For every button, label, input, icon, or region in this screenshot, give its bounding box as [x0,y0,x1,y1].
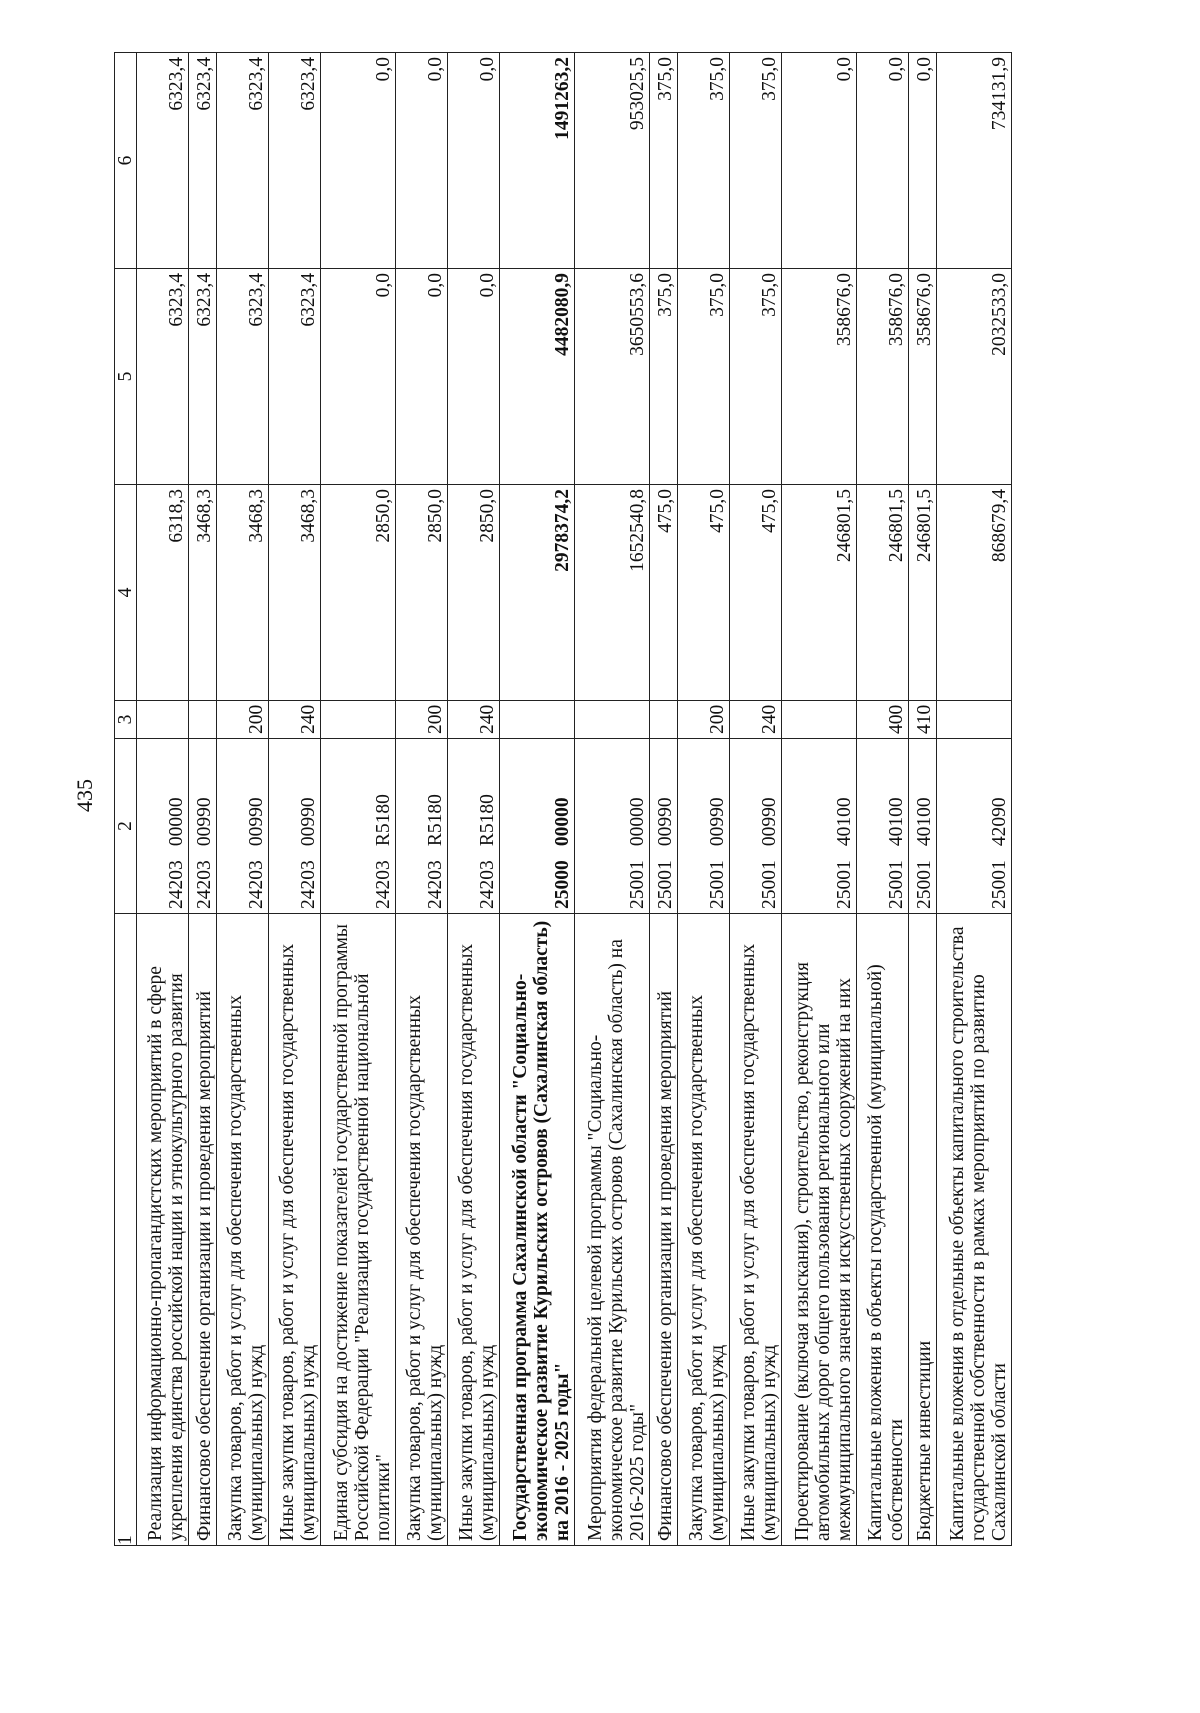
row-name-cell: Финансовое обеспечение организации и проведения мероприятий [650,914,678,1546]
row-value-col6: 1491263,2 [500,53,575,269]
row-code-program: 24203 [425,860,446,909]
row-code-direction: 00990 [194,797,215,847]
row-vr-cell: 240 [448,701,500,739]
row-name-cell: Бюджетные инвестиции [909,914,937,1546]
row-value-col6: 375,0 [730,53,782,269]
row-code-direction: 00990 [246,797,267,847]
row-value-col5: 358676,0 [782,269,857,485]
header-col-1: 1 [115,914,137,1546]
row-vr-cell: 200 [217,701,269,739]
row-code-program: 24203 [166,860,187,909]
table-row [909,53,937,1546]
row-value-col5: 6323,4 [269,269,321,485]
table-row [217,53,269,1546]
row-code-direction: 00000 [552,797,573,847]
table-row [650,53,678,1546]
row-code-cell [937,739,1012,914]
row-code-direction: 00990 [707,797,728,847]
row-name-cell: Иные закупки товаров, работ и услуг для обеспечения государственных (муниципальных) нужд [730,914,782,1546]
row-value-col4: 1652540,8 [575,485,650,701]
row-value-col5: 375,0 [650,269,678,485]
row-value-col4: 246801,5 [782,485,857,701]
row-name-cell: Проектирование (включая изыскания), строительство, реконструкция автомобильных дорог общего пользования регионального или межмуниципального значения и искусственных сооружений на них [782,914,857,1546]
table-row [396,53,448,1546]
row-name-cell: Мероприятия федеральной целевой программы "Социально-экономическое развитие Курильских островов (Сахалинская область) на 2016-2025 годы" [575,914,650,1546]
row-value-col4: 475,0 [730,485,782,701]
table-row [937,53,1012,1546]
row-value-col4: 2850,0 [448,485,500,701]
row-vr-cell [321,701,396,739]
row-value-col4: 3468,3 [269,485,321,701]
row-code-cell [730,739,782,914]
row-code-program: 25000 [552,860,573,909]
row-vr-cell: 200 [396,701,448,739]
row-code-cell [500,739,575,914]
row-code-cell [909,739,937,914]
row-value-col4: 475,0 [650,485,678,701]
row-code-direction: R5180 [373,794,394,847]
table-row [321,53,396,1546]
row-value-col5: 358676,0 [857,269,909,485]
row-name-cell: Капитальные вложения в отдельные объекты капитального строительства государственной собственности в рамках мероприятий по развитию Сахалинской области [937,914,1012,1546]
row-name-cell: Государственная программа Сахалинской области "Социально-экономическое развитие Курильских островов (Сахалинская область) на 2016 - 2025 годы" [500,914,575,1546]
row-code-direction: 40100 [886,797,907,847]
row-code-direction: 00990 [759,797,780,847]
row-code-cell [650,739,678,914]
row-code-direction: 00000 [627,797,648,847]
row-value-col4: 2850,0 [396,485,448,701]
row-value-col4: 3468,3 [217,485,269,701]
row-vr-cell [937,701,1012,739]
table-row [448,53,500,1546]
row-name-cell: Иные закупки товаров, работ и услуг для обеспечения государственных (муниципальных) нужд [269,914,321,1546]
row-name-cell: Закупка товаров, работ и услуг для обеспечения государственных (муниципальных) нужд [678,914,730,1546]
row-value-col5: 6323,4 [137,269,189,485]
row-vr-cell [189,701,217,739]
header-col-5: 5 [115,269,137,485]
row-vr-cell [782,701,857,739]
row-code-cell [782,739,857,914]
row-code-program: 24203 [246,860,267,909]
row-code-cell [321,739,396,914]
row-value-col5: 0,0 [321,269,396,485]
table-row [269,53,321,1546]
row-name-cell: Капитальные вложения в объекты государственной (муниципальной) собственности [857,914,909,1546]
row-code-program: 25001 [834,860,855,909]
row-vr-cell: 400 [857,701,909,739]
header-col-4: 4 [115,485,137,701]
row-code-cell [137,739,189,914]
row-value-col6: 375,0 [650,53,678,269]
row-value-col5: 2032533,0 [937,269,1012,485]
row-code-program: 25001 [989,860,1010,909]
row-code-direction: 00990 [655,797,676,847]
row-value-col6: 0,0 [857,53,909,269]
row-value-col5: 0,0 [396,269,448,485]
row-value-col5: 4482080,9 [500,269,575,485]
row-value-col4: 246801,5 [909,485,937,701]
row-code-program: 25001 [707,860,728,909]
row-code-cell [678,739,730,914]
table-row [137,53,189,1546]
table-row [782,53,857,1546]
row-value-col6: 0,0 [396,53,448,269]
row-value-col6: 6323,4 [137,53,189,269]
row-value-col6: 375,0 [678,53,730,269]
row-value-col4: 246801,5 [857,485,909,701]
header-row [115,53,137,1546]
row-code-cell [217,739,269,914]
row-name-cell: Закупка товаров, работ и услуг для обеспечения государственных (муниципальных) нужд [396,914,448,1546]
header-col-2: 2 [115,739,137,914]
page-number: 435 [72,779,97,812]
table-row [857,53,909,1546]
row-code-program: 25001 [759,860,780,909]
row-value-col5: 0,0 [448,269,500,485]
row-value-col6: 6323,4 [217,53,269,269]
header-col-6: 6 [115,53,137,269]
row-code-cell [575,739,650,914]
row-name-cell: Единая субсидия на достижение показателей государственной программы Российской Федерации "Реализация государственной национальной политики" [321,914,396,1546]
row-value-col4: 475,0 [678,485,730,701]
row-code-program: 25001 [886,860,907,909]
row-value-col6: 0,0 [321,53,396,269]
row-value-col5: 358676,0 [909,269,937,485]
row-code-program: 24203 [373,860,394,909]
row-value-col5: 3650553,6 [575,269,650,485]
rotated-budget-table-container [114,59,1098,1546]
row-code-cell [396,739,448,914]
row-value-col4: 6318,3 [137,485,189,701]
row-code-direction: 40100 [834,797,855,847]
row-code-program: 25001 [627,860,648,909]
row-value-col6: 0,0 [782,53,857,269]
row-value-col4: 3468,3 [189,485,217,701]
table-row [500,53,575,1546]
row-vr-cell [575,701,650,739]
table-body [137,53,1012,1546]
row-code-direction: R5180 [477,794,498,847]
row-code-direction: 40100 [914,797,935,847]
table-row [730,53,782,1546]
row-vr-cell: 240 [730,701,782,739]
row-value-col6: 734131,9 [937,53,1012,269]
header-col-3: 3 [115,701,137,739]
row-vr-cell [500,701,575,739]
row-code-program: 25001 [914,860,935,909]
row-vr-cell [650,701,678,739]
row-value-col6: 0,0 [448,53,500,269]
row-value-col5: 6323,4 [189,269,217,485]
row-name-cell: Реализация информационно-пропагандистских мероприятий в сфере укрепления единства российской нации и этнокультурного развития [137,914,189,1546]
table-row [575,53,650,1546]
row-code-direction: R5180 [425,794,446,847]
row-code-cell [857,739,909,914]
row-value-col5: 6323,4 [217,269,269,485]
row-value-col4: 2978374,2 [500,485,575,701]
row-value-col4: 868679,4 [937,485,1012,701]
row-code-program: 24203 [477,860,498,909]
row-value-col4: 2850,0 [321,485,396,701]
row-code-direction: 42090 [989,797,1010,847]
row-value-col5: 375,0 [730,269,782,485]
row-name-cell: Финансовое обеспечение организации и проведения мероприятий [189,914,217,1546]
row-code-cell [269,739,321,914]
row-code-program: 25001 [655,860,676,909]
row-code-program: 24203 [194,860,215,909]
budget-table [114,52,1012,1546]
row-value-col6: 953025,5 [575,53,650,269]
table-row [678,53,730,1546]
row-vr-cell: 200 [678,701,730,739]
table-row [189,53,217,1546]
row-vr-cell [137,701,189,739]
row-code-direction: 00000 [166,797,187,847]
row-code-cell [189,739,217,914]
row-vr-cell: 240 [269,701,321,739]
row-code-direction: 00990 [298,797,319,847]
row-name-cell: Иные закупки товаров, работ и услуг для обеспечения государственных (муниципальных) нужд [448,914,500,1546]
row-vr-cell: 410 [909,701,937,739]
row-code-program: 24203 [298,860,319,909]
row-value-col5: 375,0 [678,269,730,485]
row-code-cell [448,739,500,914]
row-value-col6: 0,0 [909,53,937,269]
row-value-col6: 6323,4 [189,53,217,269]
row-name-cell: Закупка товаров, работ и услуг для обеспечения государственных (муниципальных) нужд [217,914,269,1546]
row-value-col6: 6323,4 [269,53,321,269]
